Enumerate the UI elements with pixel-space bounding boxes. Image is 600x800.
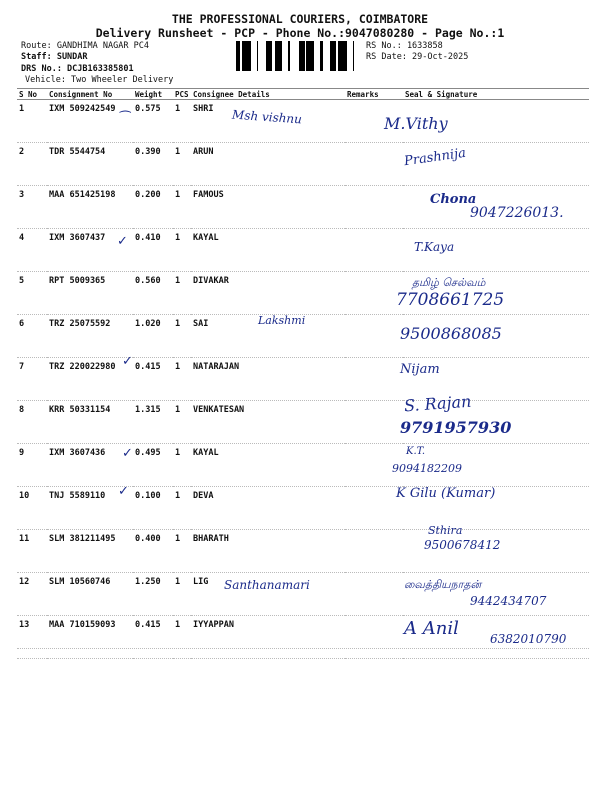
cell-consignment: MAA 651425198 (47, 186, 133, 229)
col-pcs: PCS (173, 89, 191, 100)
barcode-bar (266, 41, 269, 71)
cell-weight: 0.400 (133, 530, 173, 573)
cell-consignment: KRR 50331154 (47, 401, 133, 444)
cell-pcs: 1 (173, 143, 191, 186)
cell-consignee: LIG (191, 573, 345, 616)
cell-consignment: TDR 5544754 (47, 143, 133, 186)
phone-row5: 7708661725 (396, 290, 505, 310)
cell-consignment: SLM 10560746 (47, 573, 133, 616)
cell-sno: 5 (17, 272, 47, 315)
cell-consignee: VENKATESAN (191, 401, 345, 444)
cell-remarks (345, 358, 403, 401)
barcode-bar (341, 41, 342, 71)
barcode-bar (342, 41, 344, 71)
signature-row11: Sthira (428, 524, 463, 537)
col-remarks: Remarks (345, 89, 403, 100)
tick-mark: ⁀ (120, 112, 131, 127)
cell-consignee: KAYAL (191, 444, 345, 487)
runsheet-table (17, 88, 589, 659)
cell-consignee: IYYAPPAN (191, 616, 345, 659)
barcode-bar (270, 41, 272, 71)
handwritten-name-row6: Lakshmi (258, 314, 306, 327)
cell-consignee: SHRI (191, 100, 345, 143)
barcode-bar (276, 41, 278, 71)
signature-row5: தமிழ் செல்வம் (412, 276, 486, 289)
cell-weight: 0.415 (133, 616, 173, 659)
table-row (17, 229, 589, 272)
barcode-bar (278, 41, 281, 71)
cell-consignee: FAMOUS (191, 186, 345, 229)
cell-remarks (345, 315, 403, 358)
cell-remarks (345, 401, 403, 444)
cell-consignee: SAI (191, 315, 345, 358)
col-sno: S No (17, 89, 47, 100)
cell-consignment: IXM 3607437 (47, 229, 133, 272)
signature-row13: A Anil (404, 618, 459, 639)
cell-consignee: DEVA (191, 487, 345, 530)
tick-mark: ✓ (118, 484, 129, 499)
barcode-bar (332, 41, 335, 71)
table-row (17, 358, 589, 401)
cell-remarks (345, 143, 403, 186)
barcode-bar (257, 41, 258, 71)
signature-row9: K.T. (406, 446, 426, 457)
tick-mark: ✓ (122, 446, 133, 461)
barcode-bar (281, 41, 282, 71)
barcode-bar (344, 41, 347, 71)
table-row (17, 100, 589, 143)
cell-pcs: 1 (173, 573, 191, 616)
barcode-bar (311, 41, 312, 71)
barcode-bar (242, 41, 245, 71)
signature-row2: Prashnija (403, 145, 467, 170)
cell-weight: 0.560 (133, 272, 173, 315)
signature-row4: T.Kaya (414, 240, 455, 254)
barcode-bar (306, 41, 308, 71)
cell-pcs: 1 (173, 487, 191, 530)
cell-sno: 10 (17, 487, 47, 530)
barcode-bar (288, 41, 290, 71)
runsheet-subtitle: Delivery Runsheet - PCP - Phone No.:9047080280 - Page No.:1 (95, 26, 505, 40)
cell-remarks (345, 186, 403, 229)
barcode-bar (239, 41, 240, 71)
barcode-bar (248, 41, 251, 71)
handwritten-name-row1: Msh vishnu (231, 107, 303, 127)
route-label: Route: GANDHIMA NAGAR PC4 (21, 41, 149, 51)
phone-row13: 6382010790 (490, 632, 567, 646)
drs-label: DRS No.: DCJB163385801 (21, 64, 134, 74)
cell-pcs: 1 (173, 272, 191, 315)
cell-consignment: IXM 3607436 (47, 444, 133, 487)
barcode-bar (312, 41, 314, 71)
cell-sno: 8 (17, 401, 47, 444)
cell-consignee: NATARAJAN (191, 358, 345, 401)
cell-weight: 1.020 (133, 315, 173, 358)
staff-label: Staff: SUNDAR (21, 52, 88, 62)
cell-pcs: 1 (173, 229, 191, 272)
cell-remarks (345, 573, 403, 616)
phone-row9: 9094182209 (392, 462, 462, 475)
cell-remarks (345, 616, 403, 659)
barcode-bar (246, 41, 248, 71)
cell-pcs: 1 (173, 444, 191, 487)
phone-row12: 9442434707 (470, 594, 547, 608)
cell-consignee: BHARATH (191, 530, 345, 573)
phone-row3: 9047226013. (470, 205, 564, 221)
cell-pcs: 1 (173, 530, 191, 573)
barcode-bar (338, 41, 341, 71)
barcode (236, 41, 362, 71)
handwritten-name-row12: Santhanamari (224, 578, 310, 592)
cell-pcs: 1 (173, 401, 191, 444)
barcode-bar (300, 41, 302, 71)
col-consignee: Consignee Details (191, 89, 345, 100)
cell-consignee: ARUN (191, 143, 345, 186)
cell-sno: 3 (17, 186, 47, 229)
signature-row3: Chona (430, 192, 477, 207)
signature-row7: Nijam (400, 362, 440, 377)
cell-weight: 0.100 (133, 487, 173, 530)
cell-consignment: SLM 381211495 (47, 530, 133, 573)
barcode-bar (308, 41, 311, 71)
cell-remarks (345, 272, 403, 315)
cell-consignment: TNJ 5589110 (47, 487, 133, 530)
company-title: THE PROFESSIONAL COURIERS, COIMBATORE (171, 12, 429, 26)
cell-sno: 7 (17, 358, 47, 401)
cell-sno: 12 (17, 573, 47, 616)
cell-consignee: KAYAL (191, 229, 345, 272)
cell-remarks (345, 487, 403, 530)
phone-row8: 9791957930 (400, 418, 512, 437)
cell-consignment: RPT 5009365 (47, 272, 133, 315)
cell-pcs: 1 (173, 186, 191, 229)
tick-mark: ✓ (117, 234, 128, 249)
cell-consignment: TRZ 220022980 (47, 358, 133, 401)
table-row (17, 143, 589, 186)
cell-weight: 0.410 (133, 229, 173, 272)
signature-row1: M.Vithy (384, 114, 448, 133)
cell-weight: 0.200 (133, 186, 173, 229)
vehicle-label: Vehicle: Two Wheeler Delivery (25, 75, 174, 85)
col-consignment: Consignment No (47, 89, 133, 100)
cell-consignment: TRZ 25075592 (47, 315, 133, 358)
cell-sno: 2 (17, 143, 47, 186)
barcode-bar (320, 41, 323, 71)
cell-pcs: 1 (173, 616, 191, 659)
cell-sno: 11 (17, 530, 47, 573)
barcode-bar (335, 41, 336, 71)
cell-pcs: 1 (173, 358, 191, 401)
cell-consignment: MAA 710159093 (47, 616, 133, 659)
barcode-bar (245, 41, 246, 71)
cell-weight: 0.495 (133, 444, 173, 487)
table-header-row (17, 89, 589, 100)
cell-remarks (345, 530, 403, 573)
barcode-bar (330, 41, 332, 71)
cell-consignment: IXM 509242549 (47, 100, 133, 143)
cell-sno: 9 (17, 444, 47, 487)
barcode-bar (302, 41, 305, 71)
col-weight: Weight (133, 89, 173, 100)
rs-date: RS Date: 29-Oct-2025 (366, 52, 469, 62)
table-row (17, 487, 589, 530)
cell-sno: 1 (17, 100, 47, 143)
barcode-bar (275, 41, 276, 71)
barcode-bar (269, 41, 270, 71)
phone-row6: 9500868085 (400, 324, 502, 343)
tick-mark: ✓ (122, 354, 133, 369)
cell-weight: 1.250 (133, 573, 173, 616)
table-end-line (17, 648, 589, 649)
cell-weight: 0.390 (133, 143, 173, 186)
barcode-bar (353, 41, 354, 71)
cell-sno: 4 (17, 229, 47, 272)
barcode-bar (299, 41, 300, 71)
table-row (17, 444, 589, 487)
cell-pcs: 1 (173, 100, 191, 143)
cell-sno: 13 (17, 616, 47, 659)
cell-weight: 0.415 (133, 358, 173, 401)
cell-remarks (345, 229, 403, 272)
cell-weight: 0.575 (133, 100, 173, 143)
rs-number: RS No.: 1633858 (366, 41, 443, 51)
table-row (17, 530, 589, 573)
cell-consignee: DIVAKAR (191, 272, 345, 315)
signature-row8: S. Rajan (403, 391, 472, 416)
signature-row12: வைத்தியநாதன் (404, 578, 482, 591)
cell-sno: 6 (17, 315, 47, 358)
cell-pcs: 1 (173, 315, 191, 358)
cell-weight: 1.315 (133, 401, 173, 444)
col-signature: Seal & Signature (403, 89, 589, 100)
barcode-bar (236, 41, 239, 71)
phone-row11: 9500678412 (424, 538, 501, 552)
signature-row10: K Gilu (Kumar) (396, 486, 496, 501)
